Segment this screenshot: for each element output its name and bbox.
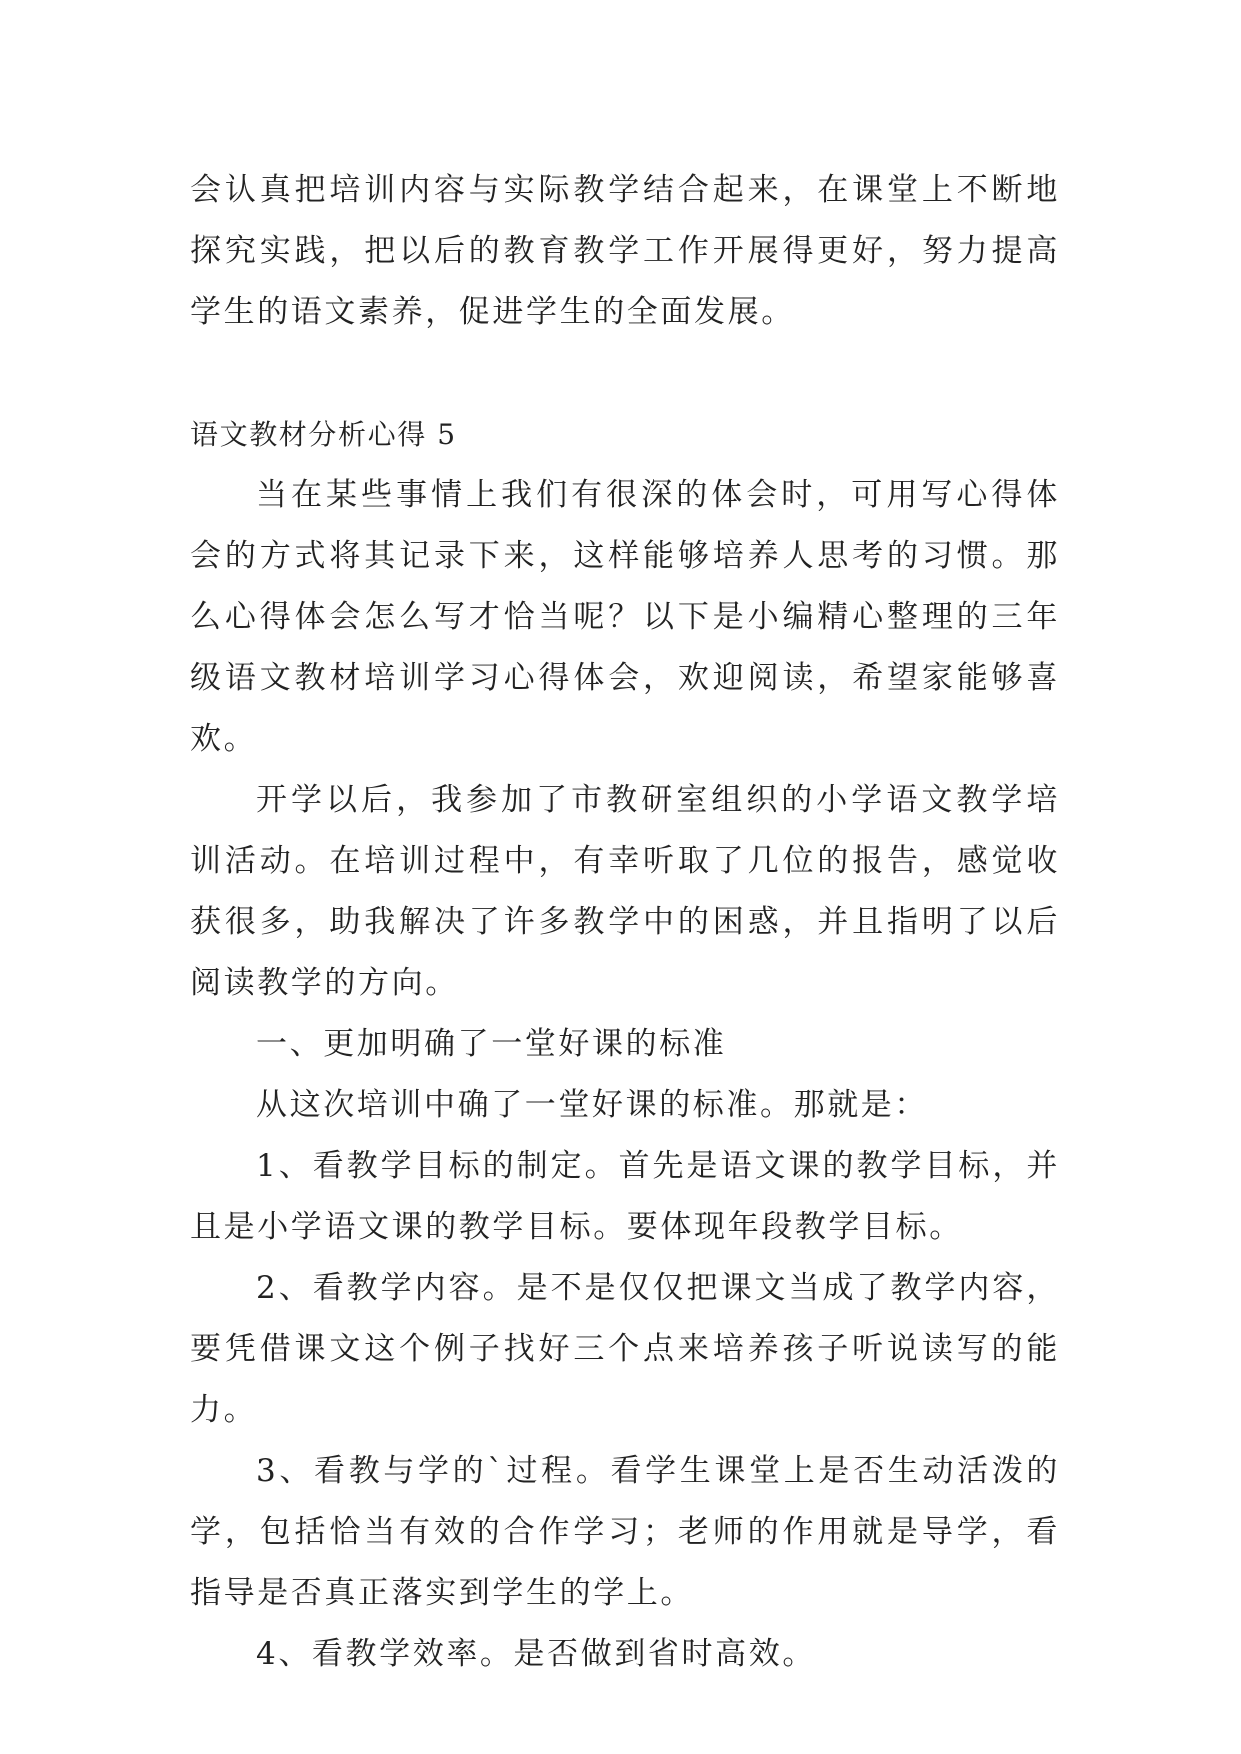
document-page xyxy=(190,160,1060,1685)
list-item-3: 3、看教与学的`过程。看学生课堂上是否生动活泼的学，包括恰当有效的合作学习；老师的作用就是导学，看指导是否真正落实到学生的学上。 xyxy=(190,1453,1060,1611)
paragraph-continuation: 会认真把培训内容与实际教学结合起来，在课堂上不断地探究实践，把以后的教育教学工作开展得更好，努力提高学生的语文素养，促进学生的全面发展。 xyxy=(190,172,1060,330)
subheading-standard: 一、更加明确了一堂好课的标准 xyxy=(256,1026,727,1062)
list-item-4: 4、看教学效率。是否做到省时高效。 xyxy=(256,1636,816,1672)
list-item-1: 1、看教学目标的制定。首先是语文课的教学目标，并且是小学语文课的教学目标。要体现年段教学目标。 xyxy=(190,1148,1060,1245)
section-title: 语文教材分析心得 5 xyxy=(190,418,457,451)
paragraph-intro: 当在某些事情上我们有很深的体会时，可用写心得体会的方式将其记录下来，这样能够培养人思考的习惯。那么心得体会怎么写才恰当呢？以下是小编精心整理的三年级语文教材培训学习心得体会，欢迎阅读，希望家能够喜欢。 xyxy=(190,477,1060,757)
spacer xyxy=(190,343,1060,404)
paragraph-training: 开学以后，我参加了市教研室组织的小学语文教学培训活动。在培训过程中，有幸听取了几位的报告，感觉收获很多，助我解决了许多教学中的困惑，并且指明了以后阅读教学的方向。 xyxy=(190,782,1060,1001)
paragraph-standard-lead: 从这次培训中确了一堂好课的标准。那就是： xyxy=(256,1087,928,1123)
list-item-2: 2、看教学内容。是不是仅仅把课文当成了教学内容，要凭借课文这个例子找好三个点来培养孩子听说读写的能力。 xyxy=(190,1270,1060,1428)
